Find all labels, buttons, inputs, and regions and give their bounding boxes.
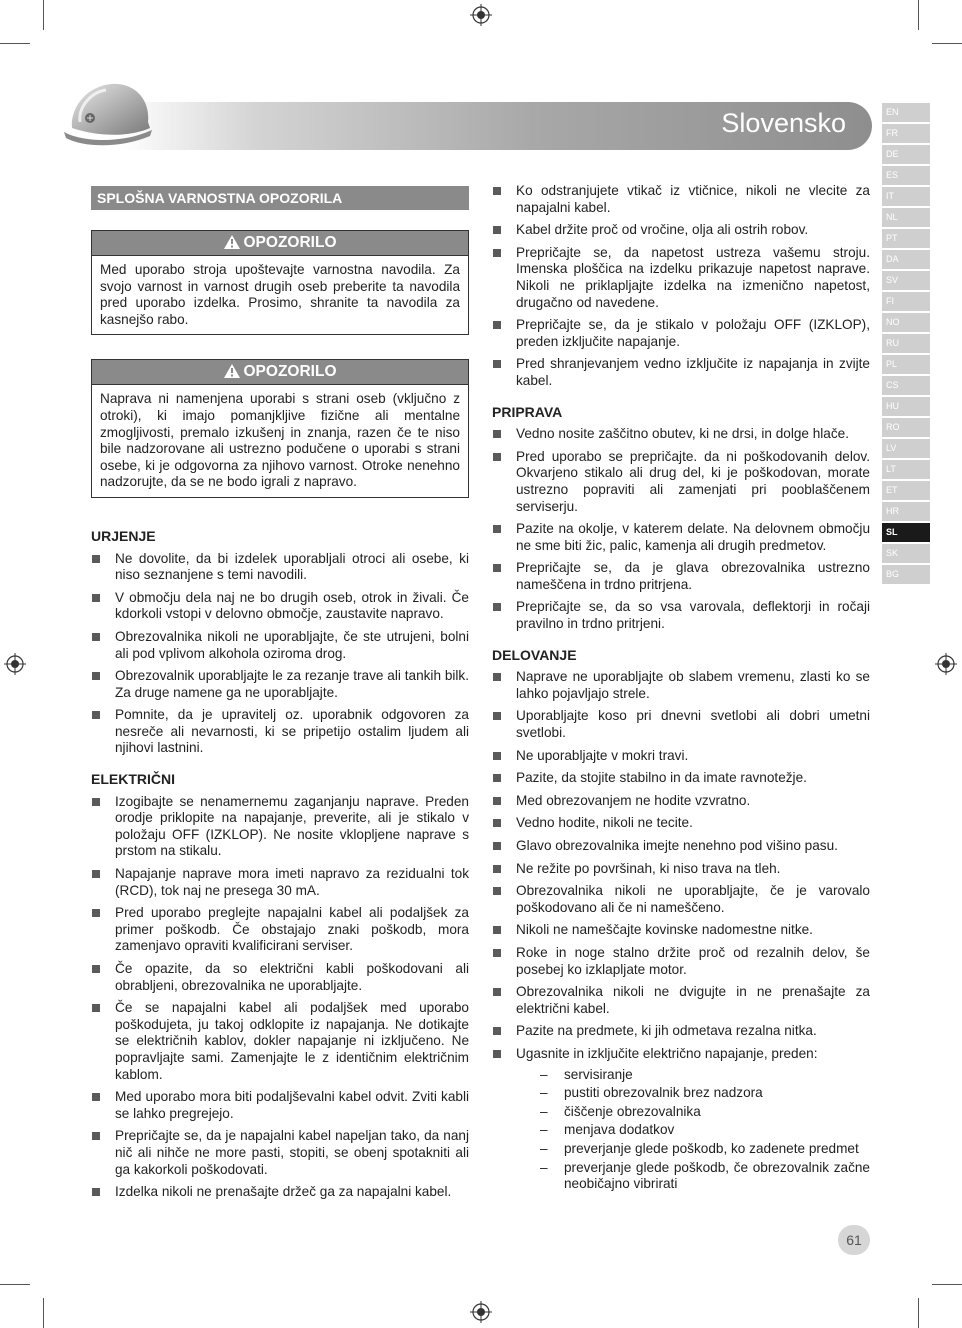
- list-item: Med uporabo mora biti podaljševalni kabel odvit. Zviti kabli se lahko pregrejejo.: [91, 1089, 469, 1122]
- warning-triangle-icon: [224, 364, 240, 378]
- dash-list-item: – menjava dodatkov: [540, 1122, 675, 1138]
- warning-text: Naprava ni namenjena uporabi s strani oseb (vključno z otroki), ki imajo pomanjkljive fizične ali mentalne zmogljivosti, premalo izkušenj in znanja, razen če te niso bile nadzorovane ali ustrezno podučene o uporabi s strani osebe, ki je odgovorna za njihovo varnost. Otroke nenehno nadzorujte, da se ne bodo igrali z napravo.: [100, 391, 460, 490]
- list-item: Izogibajte se nenamernemu zaganjanju naprave. Preden orodje priklopite na napajanje, preverite, ali je stikalo v položaju OFF (IZKLOP). Ne nosite vklopljene naprave s prstom na stikalu.: [91, 794, 469, 860]
- bullet-square-icon: [493, 226, 501, 234]
- list-item: Roke in noge stalno držite proč od rezalnih delov, še posebej ko izklapljate motor.: [492, 945, 870, 978]
- subheading-delovanje: DELOVANJE: [492, 646, 577, 663]
- crop-mark: [932, 1284, 962, 1285]
- list-item: Glavo obrezovalnika imejte nenehno pod višino pasu.: [492, 838, 870, 855]
- bullet-square-icon: [92, 711, 100, 719]
- crop-mark: [0, 43, 30, 44]
- bullet-square-icon: [493, 988, 501, 996]
- bullet-square-icon: [92, 870, 100, 878]
- bullet-square-icon: [92, 1004, 100, 1012]
- warning-box: [91, 359, 469, 498]
- registration-mark-icon: [470, 1301, 492, 1323]
- list-item: Obrezovalnik uporabljajte le za rezanje trave ali tankih bilk. Za druge namene ga ne uporabljajte.: [91, 668, 469, 701]
- dash-list-item: – pustiti obrezovalnik brez nadzora: [540, 1085, 763, 1101]
- bullet-square-icon: [92, 1093, 100, 1101]
- dash-list: [516, 1067, 870, 1193]
- warning-title: OPOZORILO: [243, 363, 337, 381]
- tab-language-et[interactable]: ET: [882, 481, 930, 500]
- list-item: Obrezovalnika nikoli ne uporabljajte, če je varovalo poškodovano ali če ni nameščeno.: [492, 883, 870, 916]
- bullet-square-icon: [493, 842, 501, 850]
- bullet-square-icon: [493, 564, 501, 572]
- tab-language-pt[interactable]: PT: [882, 229, 930, 248]
- bullet-square-icon: [493, 926, 501, 934]
- list-item: Ko odstranjujete vtikač iz vtičnice, nikoli ne vlecite za napajalni kabel.: [492, 183, 870, 216]
- language-tabs: [882, 103, 930, 586]
- tab-language-nl[interactable]: NL: [882, 208, 930, 227]
- bullet-list: [91, 551, 469, 758]
- list-item: Če se napajalni kabel ali podaljšek med uporabo poškodujeta, ju takoj odklopite iz napajanja. Ne dotikajte se električnih kablov, dokler napajanje ni izključeno. Ne popravljajte sami. Zamenjajte le z identičnim električnim kablom.: [91, 1000, 469, 1083]
- list-item: Ne uporabljajte v mokri travi.: [492, 748, 870, 765]
- list-item: Pazite na okolje, v katerem delate. Na delovnem območju ne sme biti žic, palic, kamenja ali drugih predmetov.: [492, 521, 870, 554]
- bullet-list: [492, 183, 870, 390]
- warning-triangle-icon: [224, 235, 240, 249]
- warning-header: [92, 360, 468, 385]
- bullet-square-icon: [493, 525, 501, 533]
- tab-language-hu[interactable]: HU: [882, 397, 930, 416]
- bullet-square-icon: [92, 594, 100, 602]
- bullet-square-icon: [493, 949, 501, 957]
- crop-mark: [0, 1284, 30, 1285]
- tab-language-lv[interactable]: LV: [882, 439, 930, 458]
- list-item: Prepričajte se, da je glava obrezovalnika ustrezno nameščena in trdno pritrjena.: [492, 560, 870, 593]
- warning-header: [92, 231, 468, 256]
- tab-language-hr[interactable]: HR: [882, 502, 930, 521]
- list-item: Prepričajte se, da so vsa varovala, deflektorji in ročaji pravilno in trdno pritrjeni.: [492, 599, 870, 632]
- tab-language-it[interactable]: IT: [882, 187, 930, 206]
- tab-language-fr[interactable]: FR: [882, 124, 930, 143]
- registration-mark-icon: [935, 653, 957, 675]
- tab-language-da[interactable]: DA: [882, 250, 930, 269]
- bullet-square-icon: [92, 965, 100, 973]
- bullet-square-icon: [493, 1027, 501, 1035]
- list-item: Izdelka nikoli ne prenašajte držeč ga za napajalni kabel.: [91, 1184, 469, 1201]
- list-item: Obrezovalnika nikoli ne dvigujte in ne prenašajte za električni kabel.: [492, 984, 870, 1017]
- section-title: SPLOŠNA VARNOSTNA OPOZORILA: [91, 186, 469, 210]
- bullet-square-icon: [493, 430, 501, 438]
- right-column: [492, 183, 870, 1207]
- bullet-list: [492, 426, 870, 633]
- bullet-square-icon: [493, 673, 501, 681]
- bullet-square-icon: [92, 909, 100, 917]
- bullet-square-icon: [493, 453, 501, 461]
- bullet-square-icon: [493, 865, 501, 873]
- bullet-square-icon: [92, 555, 100, 563]
- list-item: Pazite na predmete, ki jih odmetava rezalna nitka.: [492, 1023, 870, 1040]
- tab-language-de[interactable]: DE: [882, 145, 930, 164]
- page-number: 61: [838, 1225, 870, 1255]
- subheading-elektricni: ELEKTRIČNI: [91, 771, 175, 788]
- bullet-square-icon: [493, 249, 501, 257]
- tab-language-sv[interactable]: SV: [882, 271, 930, 290]
- dash-list-item: – preverjanje glede poškodb, če obrezovalnik začne neobičajno vibrirati: [540, 1159, 870, 1192]
- bullet-square-icon: [493, 187, 501, 195]
- bullet-square-icon: [493, 1050, 501, 1058]
- list-item: Pred shranjevanjem vedno izključite iz napajanja in zvijte kabel.: [492, 356, 870, 389]
- tab-language-no[interactable]: NO: [882, 313, 930, 332]
- bullet-square-icon: [493, 321, 501, 329]
- dash-list-item: – čiščenje obrezovalnika: [540, 1103, 701, 1119]
- tab-language-bg[interactable]: BG: [882, 565, 930, 584]
- list-item: Napajanje naprave mora imeti napravo za rezidualni tok (RCD), tok naj ne presega 30 mA.: [91, 866, 469, 899]
- crop-mark: [932, 43, 962, 44]
- bullet-square-icon: [493, 712, 501, 720]
- tab-language-pl[interactable]: PL: [882, 355, 930, 374]
- tab-language-fi[interactable]: FI: [882, 292, 930, 311]
- bullet-square-icon: [493, 774, 501, 782]
- list-item: Če opazite, da so električni kabli poškodovani ali obrabljeni, obrezovalnika ne uporabljajte.: [91, 961, 469, 994]
- crop-mark: [43, 1298, 44, 1328]
- dash-list-item: – preverjanje glede poškodb, ko zadenete predmet: [540, 1140, 859, 1156]
- crop-mark: [918, 0, 919, 30]
- tab-language-sk[interactable]: SK: [882, 544, 930, 563]
- tab-language-ru[interactable]: RU: [882, 334, 930, 353]
- subheading-urjenje: URJENJE: [91, 527, 156, 544]
- list-item: Prepričajte se, da je stikalo v položaju OFF (IZKLOP), preden izključite napajanje.: [492, 317, 870, 350]
- warning-box: [91, 230, 469, 335]
- crop-mark: [43, 0, 44, 30]
- bullet-square-icon: [493, 887, 501, 895]
- list-item: Prepričajte se, da napetost ustreza vašemu stroju. Imenska ploščica na izdelku prikazuje napetost naprave. Nikoli ne priklapljajte izdelka na izmenično napetost, drugačno od navedene.: [492, 245, 870, 311]
- bullet-square-icon: [92, 1132, 100, 1140]
- warning-text: Med uporabo stroja upoštevajte varnostna navodila. Za svojo varnost in varnost drugih oseb preberite ta navodila pred uporabo izdelka. Prosimo, shranite ta navodila za kasnejšo rabo.: [100, 262, 460, 327]
- list-item: Uporabljajte koso pri dnevni svetlobi ali dobri umetni svetlobi.: [492, 708, 870, 741]
- list-item: Prepričajte se, da je napajalni kabel napeljan tako, da nanj nič ali nihče ne more pasti, stopiti, se obenj spotakniti ali ga kakorkoli poškodovati.: [91, 1128, 469, 1178]
- list-item: Vedno nosite zaščitno obutev, ki ne drsi, in dolge hlače.: [492, 426, 870, 443]
- left-column: [91, 186, 469, 1215]
- tab-language-lt[interactable]: LT: [882, 460, 930, 479]
- helmet-icon: [62, 76, 154, 156]
- list-item: Ne dovolite, da bi izdelek uporabljali otroci ali osebe, ki niso seznanjene s temi navodili.: [91, 551, 469, 584]
- bullet-square-icon: [92, 672, 100, 680]
- tab-language-es[interactable]: ES: [882, 166, 930, 185]
- list-item: Obrezovalnika nikoli ne uporabljajte, če ste utrujeni, bolni ali pod vplivom alkohola oziroma drog.: [91, 629, 469, 662]
- bullet-list: [492, 669, 870, 1192]
- list-item: Naprave ne uporabljajte ob slabem vremenu, zlasti ko se lahko pojavljajo strele.: [492, 669, 870, 702]
- bullet-square-icon: [493, 819, 501, 827]
- list-item: Vedno hodite, nikoli ne tecite.: [492, 815, 870, 832]
- list-item: Pred uporabo preglejte napajalni kabel ali podaljšek za primer poškodb. Če obstajajo znaki poškodb, mora zamenjavo opraviti kvalificirani serviser.: [91, 905, 469, 955]
- list-item: V območju dela naj ne bo drugih oseb, otrok in živali. Če kdorkoli vstopi v delovno območje, zaustavite napravo.: [91, 590, 469, 623]
- list-item: Ne režite po površinah, ki niso trava na tleh.: [492, 861, 870, 878]
- registration-mark-icon: [4, 653, 26, 675]
- crop-mark: [918, 1298, 919, 1328]
- bullet-list: [91, 794, 469, 1201]
- bullet-square-icon: [92, 1188, 100, 1196]
- bullet-square-icon: [92, 633, 100, 641]
- list-item: Pomnite, da je upravitelj oz. uporabnik odgovoren za nesreče ali nevarnosti, ki se pripetijo ostalim ljudem ali njihovi lastnini.: [91, 707, 469, 757]
- bullet-square-icon: [493, 797, 501, 805]
- list-item: Kabel držite proč od vročine, olja ali ostrih robov.: [492, 222, 870, 239]
- warning-title: OPOZORILO: [243, 234, 337, 251]
- dash-list-item: – servisiranje: [540, 1066, 633, 1082]
- bullet-square-icon: [493, 360, 501, 368]
- bullet-square-icon: [92, 798, 100, 806]
- list-item: Pazite, da stojite stabilno in da imate ravnotežje.: [492, 770, 870, 787]
- tab-language-ro[interactable]: RO: [882, 418, 930, 437]
- bullet-square-icon: [493, 752, 501, 760]
- tab-language-sl[interactable]: SL: [882, 523, 930, 542]
- page-title: Slovensko: [721, 108, 846, 138]
- subheading-priprava: PRIPRAVA: [492, 403, 563, 420]
- list-item: Pred uporabo se prepričajte. da ni poškodovanih delov. Okvarjeno stikalo ali drug del, ki je poškodovan, morate ustrezno popraviti ali zamenjati pri pooblaščenem serviserju.: [492, 449, 870, 515]
- header-banner: [120, 102, 872, 150]
- registration-mark-icon: [470, 4, 492, 26]
- list-item: Med obrezovanjem ne hodite vzvratno.: [492, 793, 870, 810]
- tab-language-cs[interactable]: CS: [882, 376, 930, 395]
- tab-language-en[interactable]: EN: [882, 103, 930, 122]
- bullet-square-icon: [493, 603, 501, 611]
- list-item: Ugasnite in izključite električno napajanje, preden: – servisiranje – pustiti obrezovalnik brez nadzora – čiščenje obrezovalnika – menjava dodatkov – preverjanje glede poškodb, ko zadenete predmet – preverjanje glede poškodb, če obrezovalnik začne neobičajno vibrirati: [492, 1046, 870, 1193]
- list-item: Nikoli ne nameščajte kovinske nadomestne nitke.: [492, 922, 870, 939]
